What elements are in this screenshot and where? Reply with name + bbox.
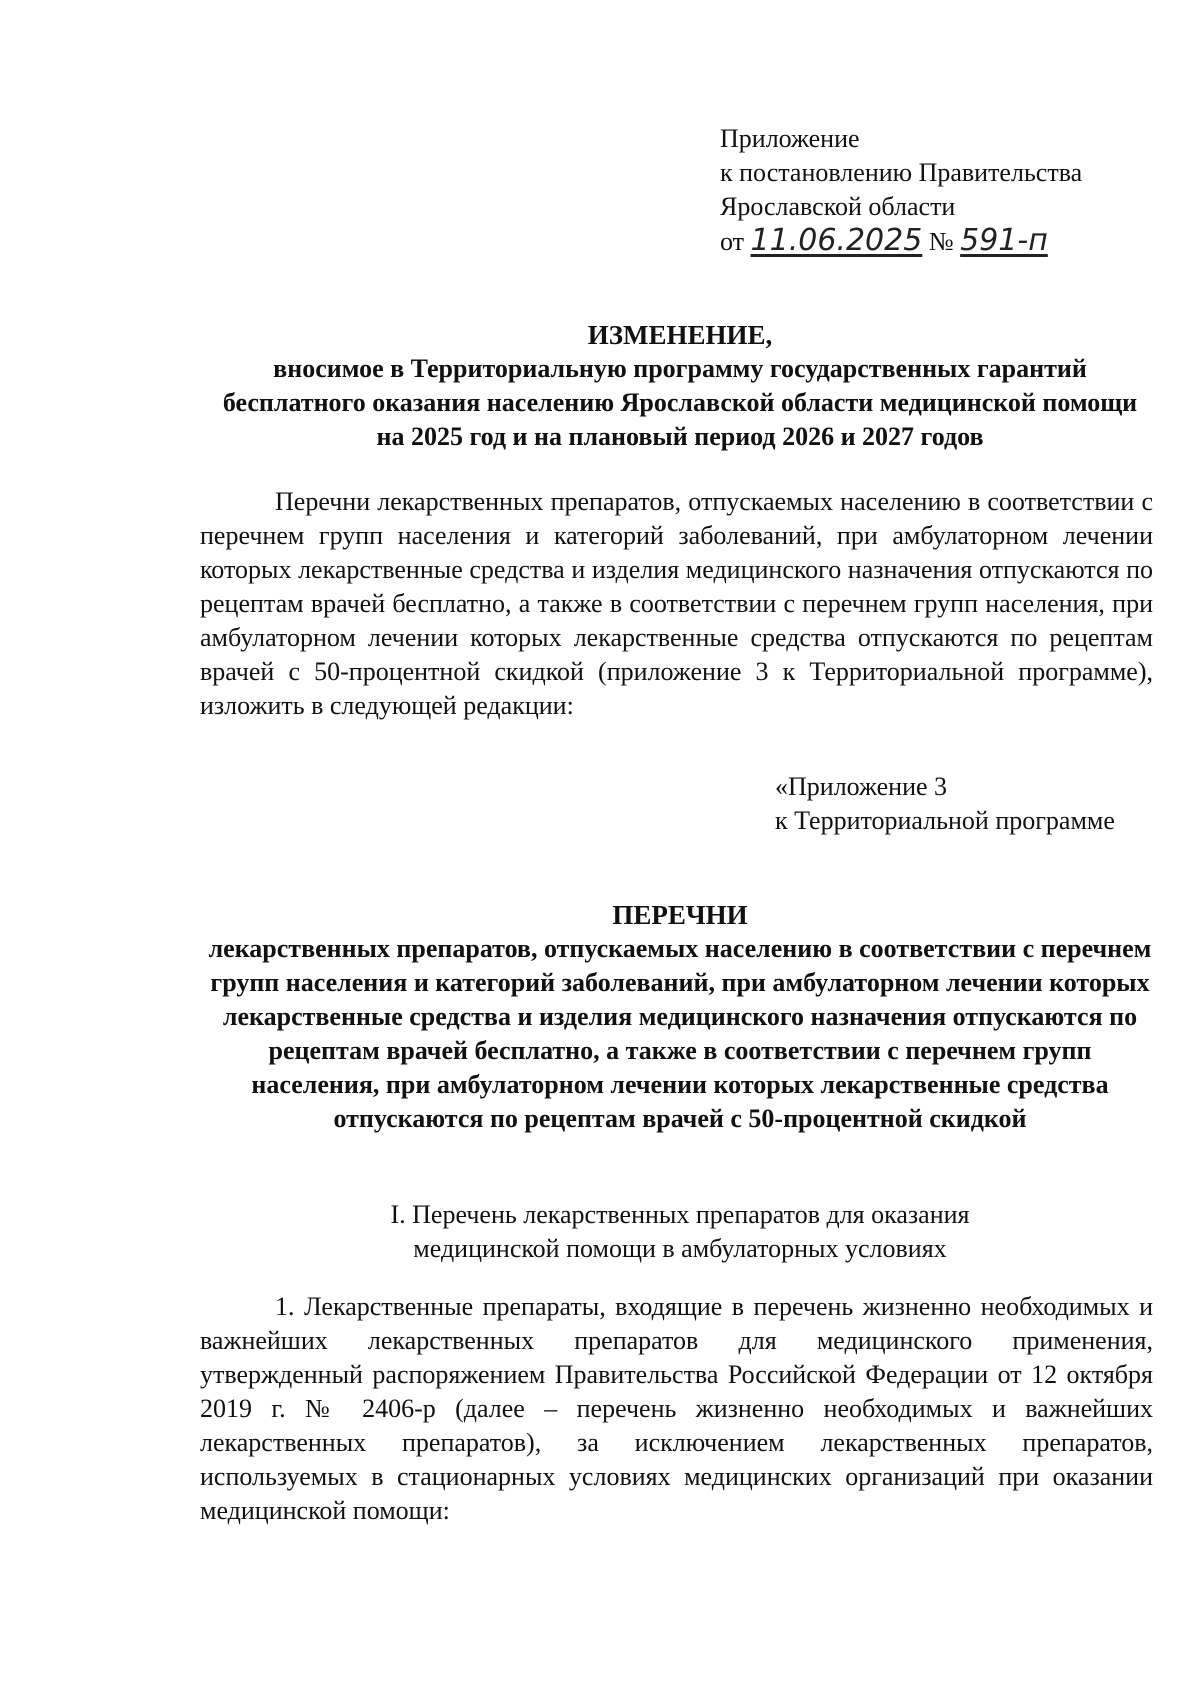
lists-title-block (200, 898, 1160, 1136)
annex-program-ref: к Территориальной программе (775, 806, 1115, 835)
section-heading-line1: I. Перечень лекарственных препаратов для оказания (390, 1200, 970, 1229)
change-heading: ИЗМЕНЕНИЕ, (587, 320, 773, 350)
date-prefix: от (720, 227, 745, 256)
appendix-resolution-ref: к постановлению Правительства (720, 158, 1083, 187)
appendix-block (720, 122, 1160, 259)
section-heading (200, 1198, 1160, 1266)
appendix-region: Ярославской области (720, 192, 956, 221)
annex-reference (775, 770, 1175, 838)
section-heading-line2: медицинской помощи в амбулаторных условиях (413, 1234, 947, 1263)
change-title-block (200, 318, 1160, 454)
lists-subtitle: лекарственных препаратов, отпускаемых населению в соответствии с перечнем групп населения и категорий заболеваний, при амбулаторном лечении которых лекарственные средства и изделия медицинского назначения отпускаются по рецептам врачей бесплатно, а также в соответствии с перечнем групп населения, при амбулаторном лечении которых лекарственные средства отпускаются по рецептам врачей с 50-процентной скидкой (208, 934, 1152, 1133)
change-subtitle: вносимое в Территориальную программу государственных гарантий бесплатного оказания населению Ярославской области медицинской помощи на 2025 год и на плановый период 2026 и 2027 годов (222, 354, 1138, 451)
annex-label: «Приложение 3 (775, 772, 948, 801)
appendix-label: Приложение (720, 124, 860, 153)
item-1-paragraph: 1. Лекарственные препараты, входящие в перечень жизненно необходимых и важнейших лекарственных препаратов для медицинского применения, утвержденный распоряжением Правительства Российской Федерации от 12 октября 2019 г. № 2406-р (далее – перечень жизненно необходимых и важнейших лекарственных препаратов), за исключением лекарственных препаратов, используемых в стационарных условиях медицинских организаций при оказании медицинской помощи: (200, 1292, 1153, 1525)
lists-heading: ПЕРЕЧНИ (612, 900, 748, 930)
appendix-date-number (720, 224, 1160, 259)
handwritten-number: 591-п (960, 223, 1048, 258)
intro-paragraph: Перечни лекарственных препаратов, отпускаемых населению в соответствии с перечнем групп населения и категорий заболеваний, при амбулаторном лечении которых лекарственные средства и изделия медицинского назначения отпускаются по рецептам врачей бесплатно, а также в соответствии с перечнем групп населения, при амбулаторном лечении которых лекарственные средства отпускаются по рецептам врачей с 50-процентной скидкой (приложение 3 к Территориальной программе), изложить в следующей редакции: (200, 487, 1153, 720)
handwritten-date: 11.06.2025 (750, 223, 923, 258)
number-sign: № (928, 227, 954, 256)
